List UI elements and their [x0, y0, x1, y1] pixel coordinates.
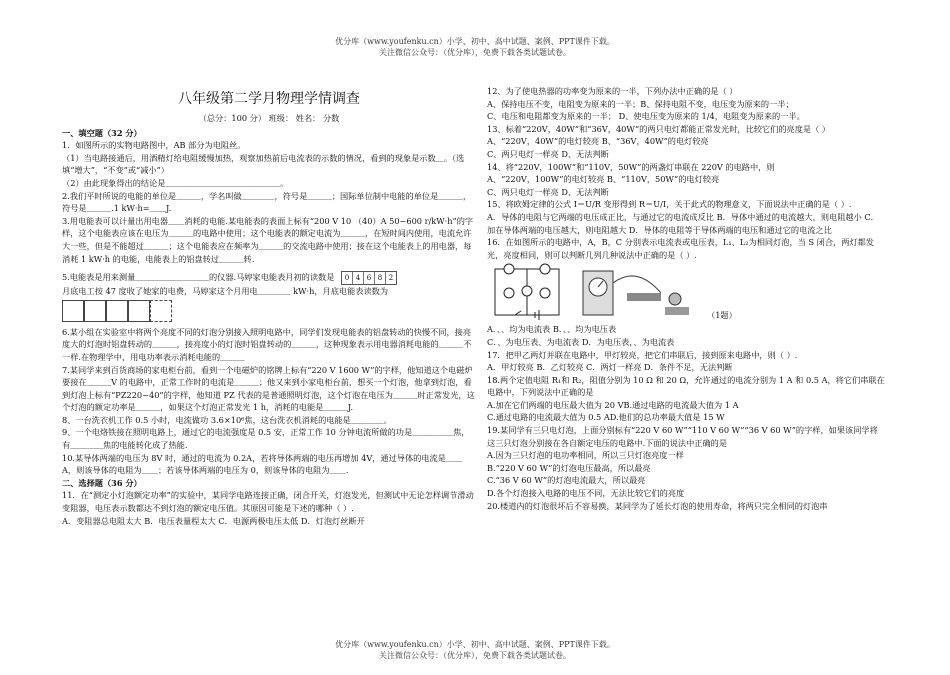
- meter-digit: 6: [364, 272, 375, 284]
- question-10: 10.某导体两端的电压为 8V 时，通过的电流为 0.2A，若将导体两端的电压再增加 4V，通过导体的电流是＿＿A，则该导体的电阻为＿＿；若该导体两端的电压为 0，则该导体的电阻为＿＿.: [62, 452, 463, 476]
- answer-box: [106, 300, 128, 322]
- page-title: 八年级第二学月物理学情调查: [178, 91, 360, 107]
- circuit-figures: [487, 263, 885, 321]
- question-7: 7.某同学来到百货商场的家电柜台前，看到一个电磁炉的铭牌上标有“220 V 1600 W”的字样，他知道这个电磁炉要接在＿＿＿V 的电路中，正常工作时的电流是＿＿＿；他又来到小家电柜台前，想买一个灯泡，他拿到灯泡，看到灯泡上标有“PZ220~40”的字样，他知道 PZ 代表的是普通照明灯泡，这个灯泡在电压为＿＿＿时正常发光，这个灯泡的额定功率是＿＿＿，如果这个灯泡正常发光 1 h，消耗的电能是＿＿＿J.: [62, 364, 475, 413]
- apparatus-photo: [577, 263, 697, 321]
- meter-digit: 2: [388, 274, 394, 283]
- question-5-cont: 月底电工按 47 度收了她家的电费，马婷家这个月用电＿＿＿＿ kW·h，月底电能表读数为: [62, 286, 389, 297]
- question-18-cd: C.通过电路的电流最大值为 0.5 AD.他们的总功率最大值是 15 W: [487, 412, 725, 423]
- question-9: 9、一个电烙铁接在照明电路上，通过它的电流强度是 0.5 安，正常工作 10 分钟电流所做的功是＿＿＿＿＿焦，有＿＿＿＿焦的电能转化成了热能.: [62, 427, 470, 451]
- question-2: 2.我们平时所说的电能的单位是＿＿＿，学名叫做＿＿＿＿，符号是＿＿＿；国际单位制中电能的单位是＿＿＿，符号是＿＿＿.1 kW·h=＿＿J.: [62, 190, 472, 214]
- footer-line-1: 优分库（www.youfenku.cn）小学、初中、高中试题、案例、PPT课件下载。: [335, 640, 615, 649]
- question-19-c: C.“36 V 60 W”的灯泡电流最大，所以最亮: [487, 475, 646, 486]
- question-16-ab: A．、、均为电流表 B．、、均为电压表: [487, 324, 617, 335]
- answer-box: [128, 300, 150, 322]
- question-20: 20.楼道内的灯泡很坏后不容易换，某同学为了延长灯泡的使用寿命，将两只完全相同的灯泡串: [487, 500, 828, 511]
- answer-box: [84, 300, 106, 322]
- section-heading: 二、选择题（36 分）: [62, 477, 142, 488]
- question-5-text: 5.电能表是用来测量＿＿＿＿＿＿＿＿＿的仪器.马婷家电能表月初的读数是: [62, 272, 335, 283]
- left-column: [62, 88, 476, 527]
- right-column: [487, 85, 885, 512]
- answer-box: [62, 300, 84, 322]
- question-16-cd: C．、为电压表、为电流表 D．为电压表，、为电流表: [487, 336, 675, 347]
- question-18: 18.两个定值电阻 R₁和 R₂，阻值分别为 10 Ω 和 20 Ω，允许通过的电流分别为 1 A 和 0.5 A，将它们串联在电路中，下列说法中正确的是: [487, 374, 885, 398]
- question-12: 12、为了使电热器的功率变为原来的一半，下列办法中正确的是（ ）: [487, 86, 738, 96]
- question-19: 19.某同学有三只电灯泡，上面分别标有“220 V 60 W”“110 V 60 W”“36 V 60 W”的字样，如果该同学将这三只灯泡分别接在各自额定电压的电路中.下面的说法中正确的是: [487, 425, 878, 448]
- question-17: 17．把甲乙两灯并联在电路中，甲灯较亮，把它们串联后，接到原来电路中，则（ ）.: [487, 349, 798, 360]
- question-5: [62, 271, 476, 285]
- header-line-2: 关注微信公众号：（优分库），免费下载各类试题试卷。: [379, 48, 571, 57]
- question-6: 6.某小组在实验室中将两个亮度不同的灯泡分别接入照明电路中，同学们发现电能表的铝盘转动的快慢不同，接亮度大的灯泡时铝盘转动的＿＿＿，接亮度小的灯泡时铝盘转动的＿＿＿，这种现象表示用电器消耗电能的＿＿＿不一样.在物理学中，用电功率表示消耗电能的＿＿＿: [62, 326, 472, 362]
- question-11: 11．在“测定小灯泡额定功率”的实验中，某同学电路连接正确，闭合开关，灯泡发光，但测试中无论怎样调节滑动变阻器，电压表示数都达不到灯泡的额定电压值。其原因可能是下述的哪种（ ）.: [62, 490, 474, 514]
- circuit-diagram: [487, 263, 567, 321]
- question-14: 14、将“220V，100W”和“110V，50W”的两盏灯串联在 220V 的电路中，则: [487, 161, 775, 172]
- question-17-options: A．甲灯较亮 B．乙灯较亮 C．两灯一样亮 D．条件不足，无法判断: [487, 362, 733, 373]
- question-14-cd: C、两只电灯一样亮 D、无法判断: [487, 186, 609, 197]
- question-3: 3.用电能表可以计量出用电器＿＿消耗的电能.某电能表的表面上标有“200 V 10 （40）A 50~600 r/kW·h”的字样，这个电能表应该在电压为＿＿＿的电路中使用；这个电能表的额定电流为＿＿＿，在短时间内使用，电流允许大一些，但是不能超过＿＿＿；这个电能表应在频率为＿＿＿的交流电路中使用；接在这个电能表上的用电器，每消耗 1 kW·h 的电能，电能表上的铝盘转过＿＿＿转.: [62, 215, 474, 264]
- question-15-options: A．导体的电阻与它两端的电压成正比，与通过它的电流成反比 B．导体中通过的电流越大，则电阻越小 C．加在导体两端的电压越大，则电阻越大 D．导体的电阻等于导体两端的电压和通过它的电流之比: [487, 211, 879, 235]
- section-heading: 一、填空题（32 分）: [62, 127, 142, 138]
- question-12-cd: C、电压和电阻都变为原来的一半； D、使电压变为原来的 1/4，电阻变为原来的一半。: [487, 111, 805, 122]
- question-16: 16．在如图所示的电路中，A，B，C 分别表示电流表或电压表，L₁、L₂为相同灯泡，当 S 闭合，两灯都发光，亮度相同，则可以判断几列几种说法中正确的是（ ）.: [487, 237, 874, 260]
- meter-digit: 8: [375, 272, 386, 284]
- question-8: 8、一台洗衣机工作 0.5 小时，电流做功 3.6×10⁶焦，这台洗衣机消耗的电能是＿＿＿＿。: [62, 414, 392, 425]
- answer-box: [150, 300, 172, 322]
- page-header: [0, 36, 950, 58]
- question-19-b: B.“220 V 60 W”的灯泡电压最高，所以最亮: [487, 462, 651, 473]
- figure-caption: （1题）: [707, 309, 737, 320]
- question-1-part-1: （1）当电路接通后，用酒精灯给电阻缓慢加热，观察加热前后电流表的示数的情况，看到的现象是示数＿。（选填“增大”，“不变”或“减小”）: [62, 152, 465, 176]
- meter-digit: 0: [342, 272, 353, 284]
- answer-boxes: [62, 300, 476, 322]
- question-14-ab: A、“220V，100W”的电灯较亮 B、“110V，50W”的电灯较亮: [487, 174, 720, 185]
- meter-digit: 4: [353, 272, 364, 284]
- question-11-options: A．变阻器总电阻太大 B．电压表量程太大 C．电源两极电压太低 D．灯泡灯丝断开: [62, 515, 365, 526]
- meter-reading: [341, 271, 397, 285]
- question-12-ab: A、保持电压不变，电阻变为原来的一半；B、保持电阻不变，电压变为原来的一半；: [487, 98, 794, 109]
- question-15: 15、将欧姆定律的公式 I＝U∕R 变形得到 R＝U∕I，关于此式的物理意义，下面说法中正确的是（ ）.: [487, 199, 852, 210]
- header-line-1: 优分库（www.youfenku.cn）小学、初中、高中试题、案例、PPT课件下载。: [335, 37, 615, 46]
- question-13-ab: A、“220V，40W”的电灯较亮 B、“36V，40W”的电灯较亮: [487, 136, 709, 147]
- page-footer: [0, 639, 950, 661]
- question-1-part-2: （2）由此现象得出的结论是＿＿＿＿＿＿＿＿＿＿＿＿＿＿。: [62, 177, 289, 188]
- score-line: （总分：100 分） 班级： 姓名： 分数: [198, 113, 340, 123]
- question-19-d: D.各个灯泡接入电路的电压不同，无法比较它们的亮度: [487, 488, 685, 499]
- footer-line-2: 关注微信公众号：（优分库），免费下载各类试题试卷。: [379, 651, 571, 660]
- question-13-cd: C、两只电灯一样亮 D、无法判断: [487, 148, 609, 159]
- question-1: 1．如图所示的实物电路图中，AB 部分为电阻丝。: [62, 140, 246, 151]
- question-13: 13、标着“220V，40W”和“36V，40W”的两只电灯都能正常发光时，比较它们的亮度是（ ）: [487, 123, 831, 134]
- question-19-a: A.因为三只灯泡的电功率相同，所以三只灯泡亮度一样: [487, 450, 684, 461]
- question-18-ab: A.加在它们两端的电压最大值为 20 VB.通过电路的电流最大值为 1 A: [487, 399, 739, 410]
